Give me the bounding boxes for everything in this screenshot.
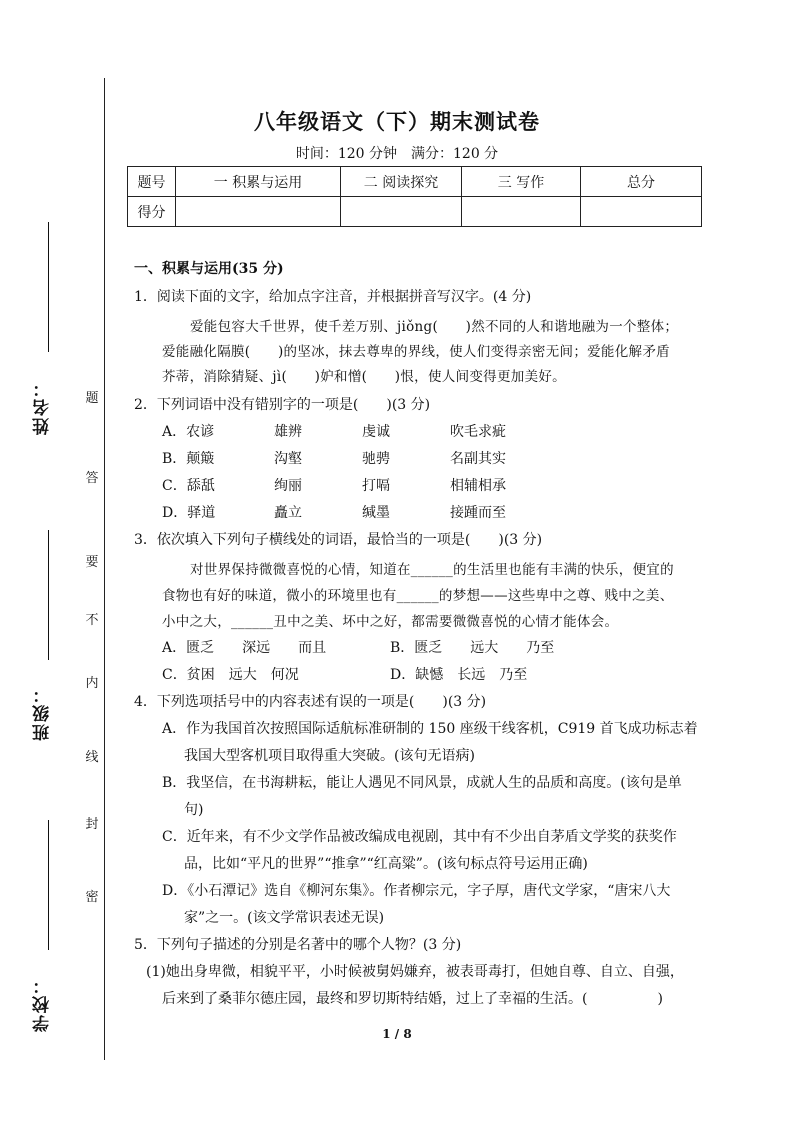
class-field-line[interactable]: [48, 530, 49, 660]
option-line: 句): [184, 802, 204, 818]
option-line: B．我坚信，在书海耕耘，能让人遇见不同风景，成就人生的品质和高度。(该句是单: [162, 775, 682, 791]
option-word: 吹毛求疵: [450, 424, 506, 440]
passage-line: 爱能融化隔膜( )的坚冰，抹去尊卑的界线，使人们变得亲密无间；爱能化解矛盾: [162, 344, 670, 360]
option: A．匮乏 深远 而且: [162, 640, 327, 656]
sub-question: 后来到了桑菲尔德庄园，最终和罗切斯特结婚，过上了幸福的生活。( ): [162, 991, 663, 1007]
question-stem: 3．依次填入下列句子横线处的词语，最恰当的一项是( )(3 分): [134, 532, 543, 548]
header-cell: 一 积累与运用: [176, 167, 341, 197]
option-line: 家”之一。(该文学常识表述无误): [184, 910, 385, 926]
question-stem: 4．下列选项括号中的内容表述有误的一项是( )(3 分): [134, 694, 487, 710]
score-cell[interactable]: [581, 197, 702, 227]
option-line: 我国大型客机项目取得重大突破。(该句无语病): [184, 748, 475, 764]
passage-line: 爱能包容大千世界，使千差万别、jiǒng( )然不同的人和谐地融为一个整体；: [190, 319, 679, 335]
option-word: 绚丽: [274, 478, 302, 494]
score-table: [127, 166, 702, 227]
header-cell: 三 写作: [462, 167, 581, 197]
option-word: A．农谚: [162, 424, 215, 440]
option-word: B．颠簸: [162, 451, 215, 467]
score-cell[interactable]: [462, 197, 581, 227]
option: D．缺憾 长远 乃至: [390, 667, 528, 683]
option-line: 品，比如“平凡的世界”“推拿”“红高粱”。(该句标点符号运用正确): [184, 856, 588, 872]
header-cell: 题号: [128, 167, 176, 197]
option-line: C．近年来，有不少文学作品被改编成电视剧，其中有不少出自茅盾文学奖的获奖作: [162, 829, 677, 845]
passage-line: 食物也有好的味道，微小的环境里也有______的梦想——这些卑中之尊、贱中之美、: [162, 588, 674, 604]
option-word: 打嗝: [362, 478, 390, 494]
option-word: 驰骋: [362, 451, 390, 467]
header-cell: 二 阅读探究: [341, 167, 462, 197]
school-field-line[interactable]: [48, 820, 49, 950]
seal-char: 要: [85, 555, 99, 570]
section-heading: 一、积累与运用(35 分): [134, 261, 284, 277]
option-word: D．驿道: [162, 505, 216, 521]
score-table-score-row: [128, 197, 702, 227]
seal-char: 答: [85, 471, 99, 486]
option-line: D．《小石潭记》选自《柳河东集》。作者柳宗元，字子厚，唐代文学家，“唐宋八大: [162, 883, 671, 899]
option: C．贫困 远大 何况: [162, 667, 299, 683]
header-cell: 总分: [581, 167, 702, 197]
page-title: 八年级语文（下）期末测试卷: [254, 109, 540, 134]
sub-question: (1)她出身卑微，相貌平平，小时候被舅妈嫌弃，被表哥毒打，但她自尊、自立、自强，: [146, 964, 684, 980]
seal-char: 内: [85, 676, 99, 691]
option-word: 雄辨: [274, 424, 302, 440]
option-word: 相辅相承: [450, 478, 506, 494]
seal-char: 密: [85, 890, 99, 905]
option-word: 矗立: [274, 505, 302, 521]
seal-char: 线: [85, 750, 99, 765]
name-label: 姓名：: [33, 378, 53, 435]
score-cell[interactable]: [341, 197, 462, 227]
question-stem: 5．下列句子描述的分别是名著中的哪个人物？(3 分): [134, 937, 462, 953]
option-word: 接踵而至: [450, 505, 506, 521]
question-stem: 2．下列词语中没有错别字的一项是( )(3 分): [134, 397, 431, 413]
question-stem: 1．阅读下面的文字，给加点字注音，并根据拼音写汉字。(4 分): [134, 289, 532, 305]
name-field-line[interactable]: [48, 222, 49, 352]
option-word: 缄墨: [362, 505, 390, 521]
passage-line: 对世界保持微微喜悦的心情，知道在______的生活里也能有丰满的快乐，便宜的: [190, 562, 674, 578]
passage-line: 小中之大，______丑中之美、坏中之好，都需要微微喜悦的心情才能体会。: [162, 614, 619, 630]
class-label: 班级：: [33, 684, 53, 741]
option-word: 虔诚: [362, 424, 390, 440]
option: B．匮乏 远大 乃至: [390, 640, 555, 656]
option-word: 名副其实: [450, 451, 506, 467]
seal-char: 封: [85, 817, 99, 832]
page-number: 1 / 8: [382, 1027, 412, 1041]
exam-info: 时间：120 分钟 满分：120 分: [295, 146, 499, 162]
seal-char: 不: [85, 613, 99, 628]
passage-line: 芥蒂，消除猜疑、jì( )妒和憎( )恨，使人间变得更加美好。: [162, 369, 566, 385]
binding-line: [104, 78, 105, 1060]
row-label: 得分: [128, 197, 176, 227]
score-table-header-row: [128, 167, 702, 197]
option-line: A．作为我国首次按照国际适航标准研制的 150 座级干线客机，C919 首飞成功标志着: [162, 721, 698, 737]
school-label: 学校：: [33, 975, 53, 1032]
option-word: 沟壑: [274, 451, 302, 467]
seal-char: 题: [85, 391, 99, 406]
score-cell[interactable]: [176, 197, 341, 227]
option-word: C．舔舐: [162, 478, 215, 494]
